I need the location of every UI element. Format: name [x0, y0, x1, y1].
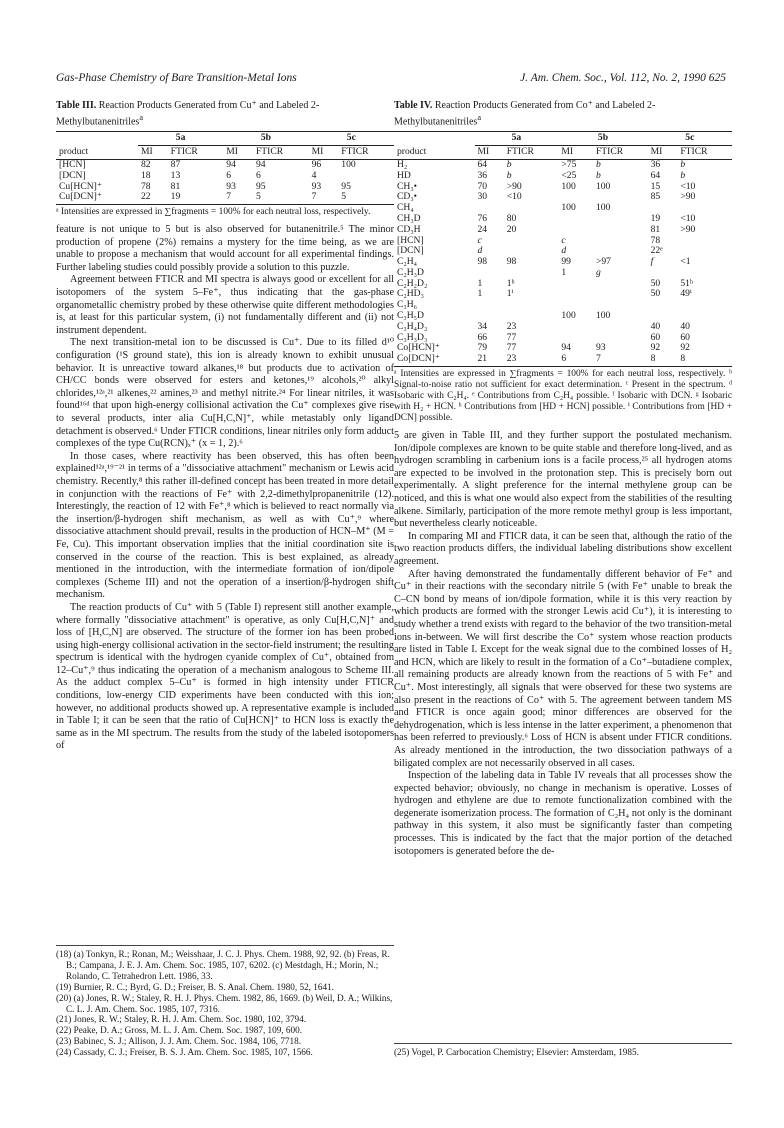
- table-row: [56, 159, 394, 170]
- value-cell: 4: [311, 169, 317, 181]
- value-cell: 70: [477, 180, 488, 192]
- value-cell: 1: [477, 288, 483, 300]
- product-cell: C₂H₄: [397, 256, 418, 268]
- table3-column-header: MI: [138, 146, 168, 160]
- value-cell: 22ᵉ: [650, 245, 663, 257]
- product-cell: CD₃H: [397, 223, 421, 235]
- value-cell: [558, 225, 593, 236]
- value-cell: 34: [477, 320, 488, 332]
- product-cell: Cu[HCN]⁺: [59, 180, 102, 192]
- left-body-text: [56, 224, 394, 753]
- value-cell: 18: [140, 169, 151, 181]
- value-cell: [593, 214, 648, 225]
- value-cell: >90: [680, 223, 696, 235]
- value-cell: 13: [170, 169, 181, 181]
- product-cell: CH₃•: [397, 180, 418, 192]
- table-row: [394, 171, 732, 182]
- product-cell: C₃H₅D: [397, 310, 424, 322]
- value-cell: 23: [506, 320, 517, 332]
- product-cell: Cu[DCN]⁺: [56, 192, 138, 204]
- value-cell: 30: [477, 191, 488, 203]
- value-cell: [648, 300, 678, 311]
- value-cell: b: [595, 169, 601, 181]
- table3-caption: Table III. Reaction Products Generated from Cu⁺ and Labeled 2-Methylbutanenitriles$^a$: [56, 100, 320, 128]
- value-cell: 78: [650, 234, 661, 246]
- value-cell: 49ⁱ: [680, 288, 692, 300]
- reference-item: (24) Cassady, C. J.; Freiser, B. S. J. Am. Chem. Soc. 1985, 107, 1566.: [56, 1047, 313, 1058]
- table-row: [394, 289, 732, 300]
- value-cell: 64: [477, 158, 488, 170]
- value-cell: 50: [650, 288, 661, 300]
- value-cell: [593, 322, 648, 333]
- table4-column-header: MI: [648, 146, 678, 160]
- value-cell: 1ⁱ: [506, 288, 514, 300]
- value-cell: [504, 300, 559, 311]
- value-cell: 6: [226, 169, 232, 181]
- running-header-left: Gas-Phase Chemistry of Bare Transition-Metal Ions: [56, 72, 297, 84]
- table3-group: 5a: [138, 132, 223, 146]
- left-column: [56, 100, 394, 753]
- body-paragraph: In those cases, where reactivity has been observed, this has often been explained¹²ᵃ,¹⁹⁻²¹ in terms of a "dissociative attachment" mechanism or Lewis acid chemistry. Recently,⁸ this rather ill-defined concept has been treated in more detail in conjunction with the reactions of Fe⁺ with 2,2-dimethylpropanenitrile (12). Interestingly, the reaction of 12 with Fe⁺,⁸ which is believed to react normally via the insertion/β-hydrogen shift mechanism, as well as with Cu⁺,⁹ where dissociative attachment should prevail, results in the production of HCN–M⁺ (M = Fe, Cu). This important observation implies that the initial coordination site is conserved in the course of the reaction. This is best explained, as already mentioned in the introduction, with the intermediate formation of ion/dipole complexes (Scheme III) and not the operation of a insertion/β-hydrogen shift mechanism.: [56, 450, 394, 601]
- value-cell: 96: [311, 158, 322, 170]
- value-cell: 15: [650, 180, 661, 192]
- table3-title: Reaction Products Generated from Cu⁺ and Labeled 2-Methylbutanenitriles: [56, 100, 320, 128]
- value-cell: 94: [255, 158, 266, 170]
- value-cell: 6: [558, 354, 593, 366]
- body-paragraph: The reaction products of Cu⁺ with 5 (Table I) represent still another example, where formally "dissociative attachment" is operative, as only Cu[H,C,N]⁺ and loss of [H,C,N] are observed. The structure of the former ion has been probed using high-energy collisional activation in the sector-field instrument; the resulting spectrum is identical with the hydrogen cyanide complex of Cu⁺, obtained from 12–Cu⁺,⁹ thus indicating the operation of a mechanism analogous to Scheme III. As the adduct complex 5–Cu⁺ is formed in high intensity under FTICR conditions, low-energy CID experiments have been conducted with this ion; however, no additional products showed up. A representative example is included in Table I; it can be seen that the ratio of Cu[HCN]⁺ to HCN loss is exactly the same as in the MI spectrum. The results from the study of the labeled isotopomers of: [56, 601, 394, 752]
- table3-column-header: FTICR: [338, 146, 394, 160]
- table4-group: 5a: [475, 132, 559, 146]
- value-cell: [677, 236, 732, 247]
- product-cell: C₃H₄D₂: [397, 320, 428, 332]
- value-cell: 20: [506, 223, 517, 235]
- table4-group: 5c: [648, 132, 732, 146]
- body-paragraph: Agreement between FTICR and MI spectra is always good or excellent for all isotopomers of the system 5–Fe⁺, thus indicating that the gas-phase organometallic chemistry probed by these otherwise quite different methodologies is, at least for this particular system, (i) not fundamentally different and (ii) not instrument dependent.: [56, 274, 394, 336]
- table4-title: Reaction Products Generated from Co⁺ and Labeled 2-Methylbutanenitriles: [394, 100, 656, 128]
- value-cell: 82: [140, 158, 151, 170]
- value-cell: [593, 225, 648, 236]
- value-cell: 76: [477, 212, 488, 224]
- value-cell: [558, 214, 593, 225]
- table-row: [56, 171, 394, 182]
- value-cell: [558, 322, 593, 333]
- right-body-text: [394, 430, 732, 858]
- value-cell: 78: [140, 180, 151, 192]
- value-cell: 6: [255, 169, 261, 181]
- value-cell: >97: [595, 256, 611, 268]
- product-cell: Co[HCN]⁺: [397, 342, 440, 354]
- reference-item: (25) Vogel, P. Carbocation Chemistry; Elsevier: Amsterdam, 1985.: [394, 1047, 639, 1057]
- table4-caption: Table IV. Reaction Products Generated from Co⁺ and Labeled 2-Methylbutanenitriles$^a$: [394, 100, 656, 128]
- table-row: [394, 354, 732, 366]
- reference-item: (20) (a) Jones, R. W.; Staley, R. H. J. Phys. Chem. 1982, 86, 1669. (b) Weil, D. A.; Wilkins, C. L. J. Am. Chem. Soc. 1985, 107, 7316.: [56, 992, 393, 1014]
- value-cell: 100: [561, 202, 576, 214]
- value-cell: <1: [680, 256, 691, 268]
- product-cell: H₂: [397, 158, 408, 170]
- body-paragraph: In comparing MI and FTICR data, it can be seen that, although the ratio of the two reaction products differs, the individual labeling distributions show excellent agreement.: [394, 530, 732, 567]
- body-paragraph: 5 are given in Table III, and they further support the postulated mechanism. Ion/dipole complexes are known to be quite stable and therefore long-lived, and as hydrogen scrambling in carbenium ions is a facile process,²⁵ all hydrogen atoms are expected to be involved in the protonation step. This is precisely born out experimentally. A slight preference for the internal methylene group can be noticed, and this is what one would also expect from the stabilities of the resulting alkene. Similarly, participation of the more remote methyl group is less important, but nevertheless clearly noticeable.: [394, 430, 732, 530]
- value-cell: 100: [561, 310, 576, 322]
- table4-label: Table IV.: [394, 100, 433, 111]
- body-paragraph: The next transition-metal ion to be discussed is Cu⁺. Due to its filled d¹⁰ configuration (¹S ground state), this ion is already known to exhibit unusual behavior. It is unreactive toward alkanes,¹⁸ but products due to activation of CH/CC bonds were observed for esters and ketones,¹⁹ alcohols,²⁰ alkyl chlorides,¹²ᵃ,²¹ alkenes,²² amines,²³ and methyl nitrite.²⁴ For linear nitriles, it was found¹⁶ᵈ that upon high-energy collisional activation the Cu⁺ complexes give rise to several products, inter alia Cu[H,C,N]⁺, while metastably only ligand detachment is observed.⁶ Under FTICR conditions, linear nitriles only form adduct complexes of the type Cu(RCN)ₓ⁺ (x = 1, 2).⁶: [56, 337, 394, 450]
- product-cell: C₃H₆: [397, 299, 418, 311]
- value-cell: c: [477, 234, 482, 246]
- value-cell: 100: [341, 158, 356, 170]
- value-cell: [338, 171, 394, 182]
- product-cell: C₂H₂D₂: [397, 277, 428, 289]
- value-cell: 40: [650, 320, 661, 332]
- value-cell: g: [595, 266, 601, 278]
- product-cell: CH₄: [397, 202, 414, 214]
- table3-column-header: FTICR: [168, 146, 224, 160]
- value-cell: >90: [506, 180, 522, 192]
- table4-column-header: FTICR: [593, 146, 648, 160]
- value-cell: 100: [595, 202, 611, 214]
- product-cell: C₃H₃D₃: [397, 331, 428, 343]
- value-cell: b: [595, 158, 601, 170]
- value-cell: 80: [506, 212, 517, 224]
- value-cell: 60: [680, 331, 690, 343]
- value-cell: [475, 300, 504, 311]
- value-cell: 7: [309, 192, 339, 204]
- value-cell: 51ʰ: [680, 277, 693, 289]
- body-paragraph: Inspection of the labeling data in Table IV reveals that all processes show the expected behavior; obviously, no change in mechanism is operative. Losses of hydrogen and ethylene are due to remote functionalization combined with the degenerate isomerization process. The formation of C₂H₄ not only is the dominant pathway in this system, it also must be significantly faster than competing processes. This is indicated by the fact that the major portion of the detached isotopomers is generated before the de-: [394, 770, 732, 857]
- value-cell: 94: [561, 342, 571, 354]
- reference-item: (19) Burnier, R. C.; Byrd, G. D.; Freiser, B. S. Anal. Chem. 1980, 52, 1641.: [56, 981, 334, 992]
- value-cell: 79: [477, 342, 488, 354]
- value-cell: 77: [506, 331, 517, 343]
- value-cell: f: [650, 256, 654, 268]
- product-cell: CH₃D: [397, 212, 421, 224]
- value-cell: 5: [253, 192, 309, 204]
- table4-column-header: FTICR: [504, 146, 559, 160]
- value-cell: 1: [561, 266, 567, 278]
- reference-item: (22) Peake, D. A.; Gross, M. L. J. Am. Chem. Soc. 1987, 109, 600.: [56, 1025, 303, 1036]
- value-cell: 21: [475, 354, 504, 366]
- product-cell: CD₃•: [397, 191, 418, 203]
- table3-label: Table III.: [56, 100, 97, 111]
- table4: [394, 131, 732, 367]
- product-cell: Co[DCN]⁺: [394, 354, 475, 366]
- value-cell: [558, 289, 593, 300]
- value-cell: c: [561, 234, 566, 246]
- value-cell: >90: [680, 191, 696, 203]
- value-cell: 100: [595, 180, 611, 192]
- value-cell: b: [506, 169, 512, 181]
- table4-column-header: MI: [475, 146, 504, 160]
- value-cell: [593, 236, 648, 247]
- value-cell: 81: [650, 223, 661, 235]
- value-cell: 7: [593, 354, 648, 366]
- value-cell: [593, 289, 648, 300]
- value-cell: >75: [561, 158, 577, 170]
- value-cell: 40: [680, 320, 690, 332]
- value-cell: 24: [477, 223, 488, 235]
- value-cell: 81: [170, 180, 181, 192]
- table3-footnote: ᵃ Intensities are expressed in ∑fragments = 100% for each neutral loss, respectively.: [56, 207, 371, 218]
- product-cell: [DCN]: [59, 169, 86, 181]
- value-cell: 23: [504, 354, 559, 366]
- value-cell: <10: [680, 180, 696, 192]
- value-cell: 36: [650, 158, 661, 170]
- value-cell: 99: [561, 256, 571, 268]
- table3-column-header: MI: [309, 146, 339, 160]
- value-cell: 93: [595, 342, 606, 354]
- value-cell: 7: [223, 192, 253, 204]
- table-row: [56, 192, 394, 204]
- value-cell: 19: [650, 212, 661, 224]
- table3-column-header: product: [56, 146, 138, 160]
- value-cell: 50: [650, 277, 661, 289]
- value-cell: 87: [170, 158, 181, 170]
- value-cell: 60: [650, 331, 661, 343]
- product-cell: C₂HD₃: [397, 288, 424, 300]
- left-references: [56, 945, 394, 1058]
- value-cell: 100: [561, 180, 576, 192]
- body-paragraph: After having demonstrated the fundamentally different behavior of Fe⁺ and Cu⁺ in their reactions with the secondary nitrile 5 (with Fe⁺ unable to break the C–CN bond by means of ion/dipole formation, while it is this very reaction by which products are formed with the stronger Lewis acid Cu⁺), it is interesting to study whether a trend exists with regard to the behavior of the two transition-metal ions in-between. We will first describe the Co⁺ system whose reaction products are listed in Table I. Except for the weak signal due to the combined losses of H₂ and HCN, which are likely to result in the formation of a Co⁺–butadiene complex, all remaining products are already known from the reactions of 5 with Fe⁺ and Cu⁺. Most interestingly, all signals that were observed for these two systems are also present in the reactions of Co⁺ with 5. The agreement between tandem MS and FTICR is once again good; minor differences are observed for the dehydrogenation, which is less intense in the latter experiment, a phenomenon that has been referred to previously.⁶ Loss of HCN is absent under FTICR conditions. As already mentioned in the introduction, the two dissociation pathways of a biligated complex are not necessarily observed in all cases.: [394, 568, 732, 769]
- value-cell: 66: [477, 331, 488, 343]
- table4-column-header: FTICR: [677, 146, 732, 160]
- body-paragraph: feature is not unique to 5 but is also observed for butanenitrile.⁵ The minor production of propene (2%) remains a mystery for the time being, as we are unable to propose a mechanism that would account for all experimental findings. Further labeling studies could possibly provide a solution to this puzzle.: [56, 224, 394, 273]
- value-cell: 77: [506, 342, 517, 354]
- value-cell: 64: [650, 169, 661, 181]
- value-cell: 95: [255, 180, 266, 192]
- value-cell: b: [680, 169, 686, 181]
- table3-group: 5c: [309, 132, 394, 146]
- reference-item: (21) Jones, R. W.; Staley, R. H. J. Am. Chem. Soc. 1980, 102, 3794.: [56, 1014, 307, 1025]
- value-cell: 22: [138, 192, 168, 204]
- value-cell: 95: [341, 180, 351, 192]
- table4-group: 5b: [558, 132, 647, 146]
- value-cell: 85: [650, 191, 661, 203]
- value-cell: <25: [561, 169, 577, 181]
- product-cell: [HCN]: [59, 158, 86, 170]
- product-cell: [DCN]: [397, 245, 424, 257]
- value-cell: b: [506, 158, 512, 170]
- value-cell: [558, 279, 593, 290]
- table3-column-header: FTICR: [253, 146, 309, 160]
- reference-item: (23) Babinec, S. J.; Allison, J. J. Am. Chem. Soc. 1984, 106, 7718.: [56, 1036, 302, 1047]
- table4-column-header: product: [394, 146, 475, 160]
- value-cell: 93: [311, 180, 322, 192]
- value-cell: [593, 279, 648, 290]
- table4-footnote: ᵃ Intensities are expressed in ∑fragments = 100% for each neutral loss, respectively. ᵇ Signal-to-noise ratio not sufficient for exact determination. ᶜ Present in the spectrum. ᵈ Isobaric with C₂H₄. ᵉ Contributions from C₂H₄ possible. ᶠ Isobaric with DCN. ᵍ Isobaric with H₂ + HCN. ʰ Contributions from [HD + HCN] possible. ⁱ Contributions from [HD + DCN] possible.: [394, 369, 732, 424]
- value-cell: 92: [650, 342, 661, 354]
- reference-item: (18) (a) Tonkyn, R.; Ronan, M.; Weisshaar, J. C. J. Phys. Chem. 1988, 92, 92. (b) Freas, R. B.; Campana, J. E. J. Am. Chem. Soc. 1985, 107, 6202. (c) Mestdagh, H.; Morin, N.; Rolando, C. Tetrahedron Lett. 1986, 33.: [56, 949, 390, 981]
- table3-column-header: MI: [223, 146, 253, 160]
- value-cell: 94: [226, 158, 236, 170]
- value-cell: [504, 236, 559, 247]
- running-header-right: J. Am. Chem. Soc., Vol. 112, No. 2, 1990 625: [520, 72, 726, 84]
- value-cell: 1: [477, 277, 483, 289]
- product-cell: [HCN]: [397, 234, 424, 246]
- value-cell: 98: [506, 256, 517, 268]
- value-cell: 1ʰ: [506, 277, 515, 289]
- value-cell: d: [561, 245, 567, 257]
- right-references: [394, 1043, 732, 1058]
- value-cell: d: [477, 245, 483, 257]
- value-cell: 100: [595, 310, 611, 322]
- value-cell: 8: [648, 354, 678, 366]
- product-cell: HD: [397, 169, 411, 181]
- value-cell: b: [680, 158, 686, 170]
- product-cell: C₂H₃D: [397, 266, 424, 278]
- value-cell: 5: [338, 192, 394, 204]
- value-cell: 36: [477, 169, 488, 181]
- table4-column-header: MI: [558, 146, 593, 160]
- value-cell: 93: [226, 180, 236, 192]
- table3-group: 5b: [223, 132, 308, 146]
- value-cell: 92: [680, 342, 690, 354]
- value-cell: <10: [506, 191, 522, 203]
- value-cell: 98: [477, 256, 488, 268]
- value-cell: 8: [677, 354, 732, 366]
- table3: [56, 131, 394, 205]
- value-cell: <10: [680, 212, 696, 224]
- value-cell: [677, 300, 732, 311]
- value-cell: 19: [168, 192, 224, 204]
- table-row: [394, 225, 732, 236]
- right-column: [394, 100, 732, 858]
